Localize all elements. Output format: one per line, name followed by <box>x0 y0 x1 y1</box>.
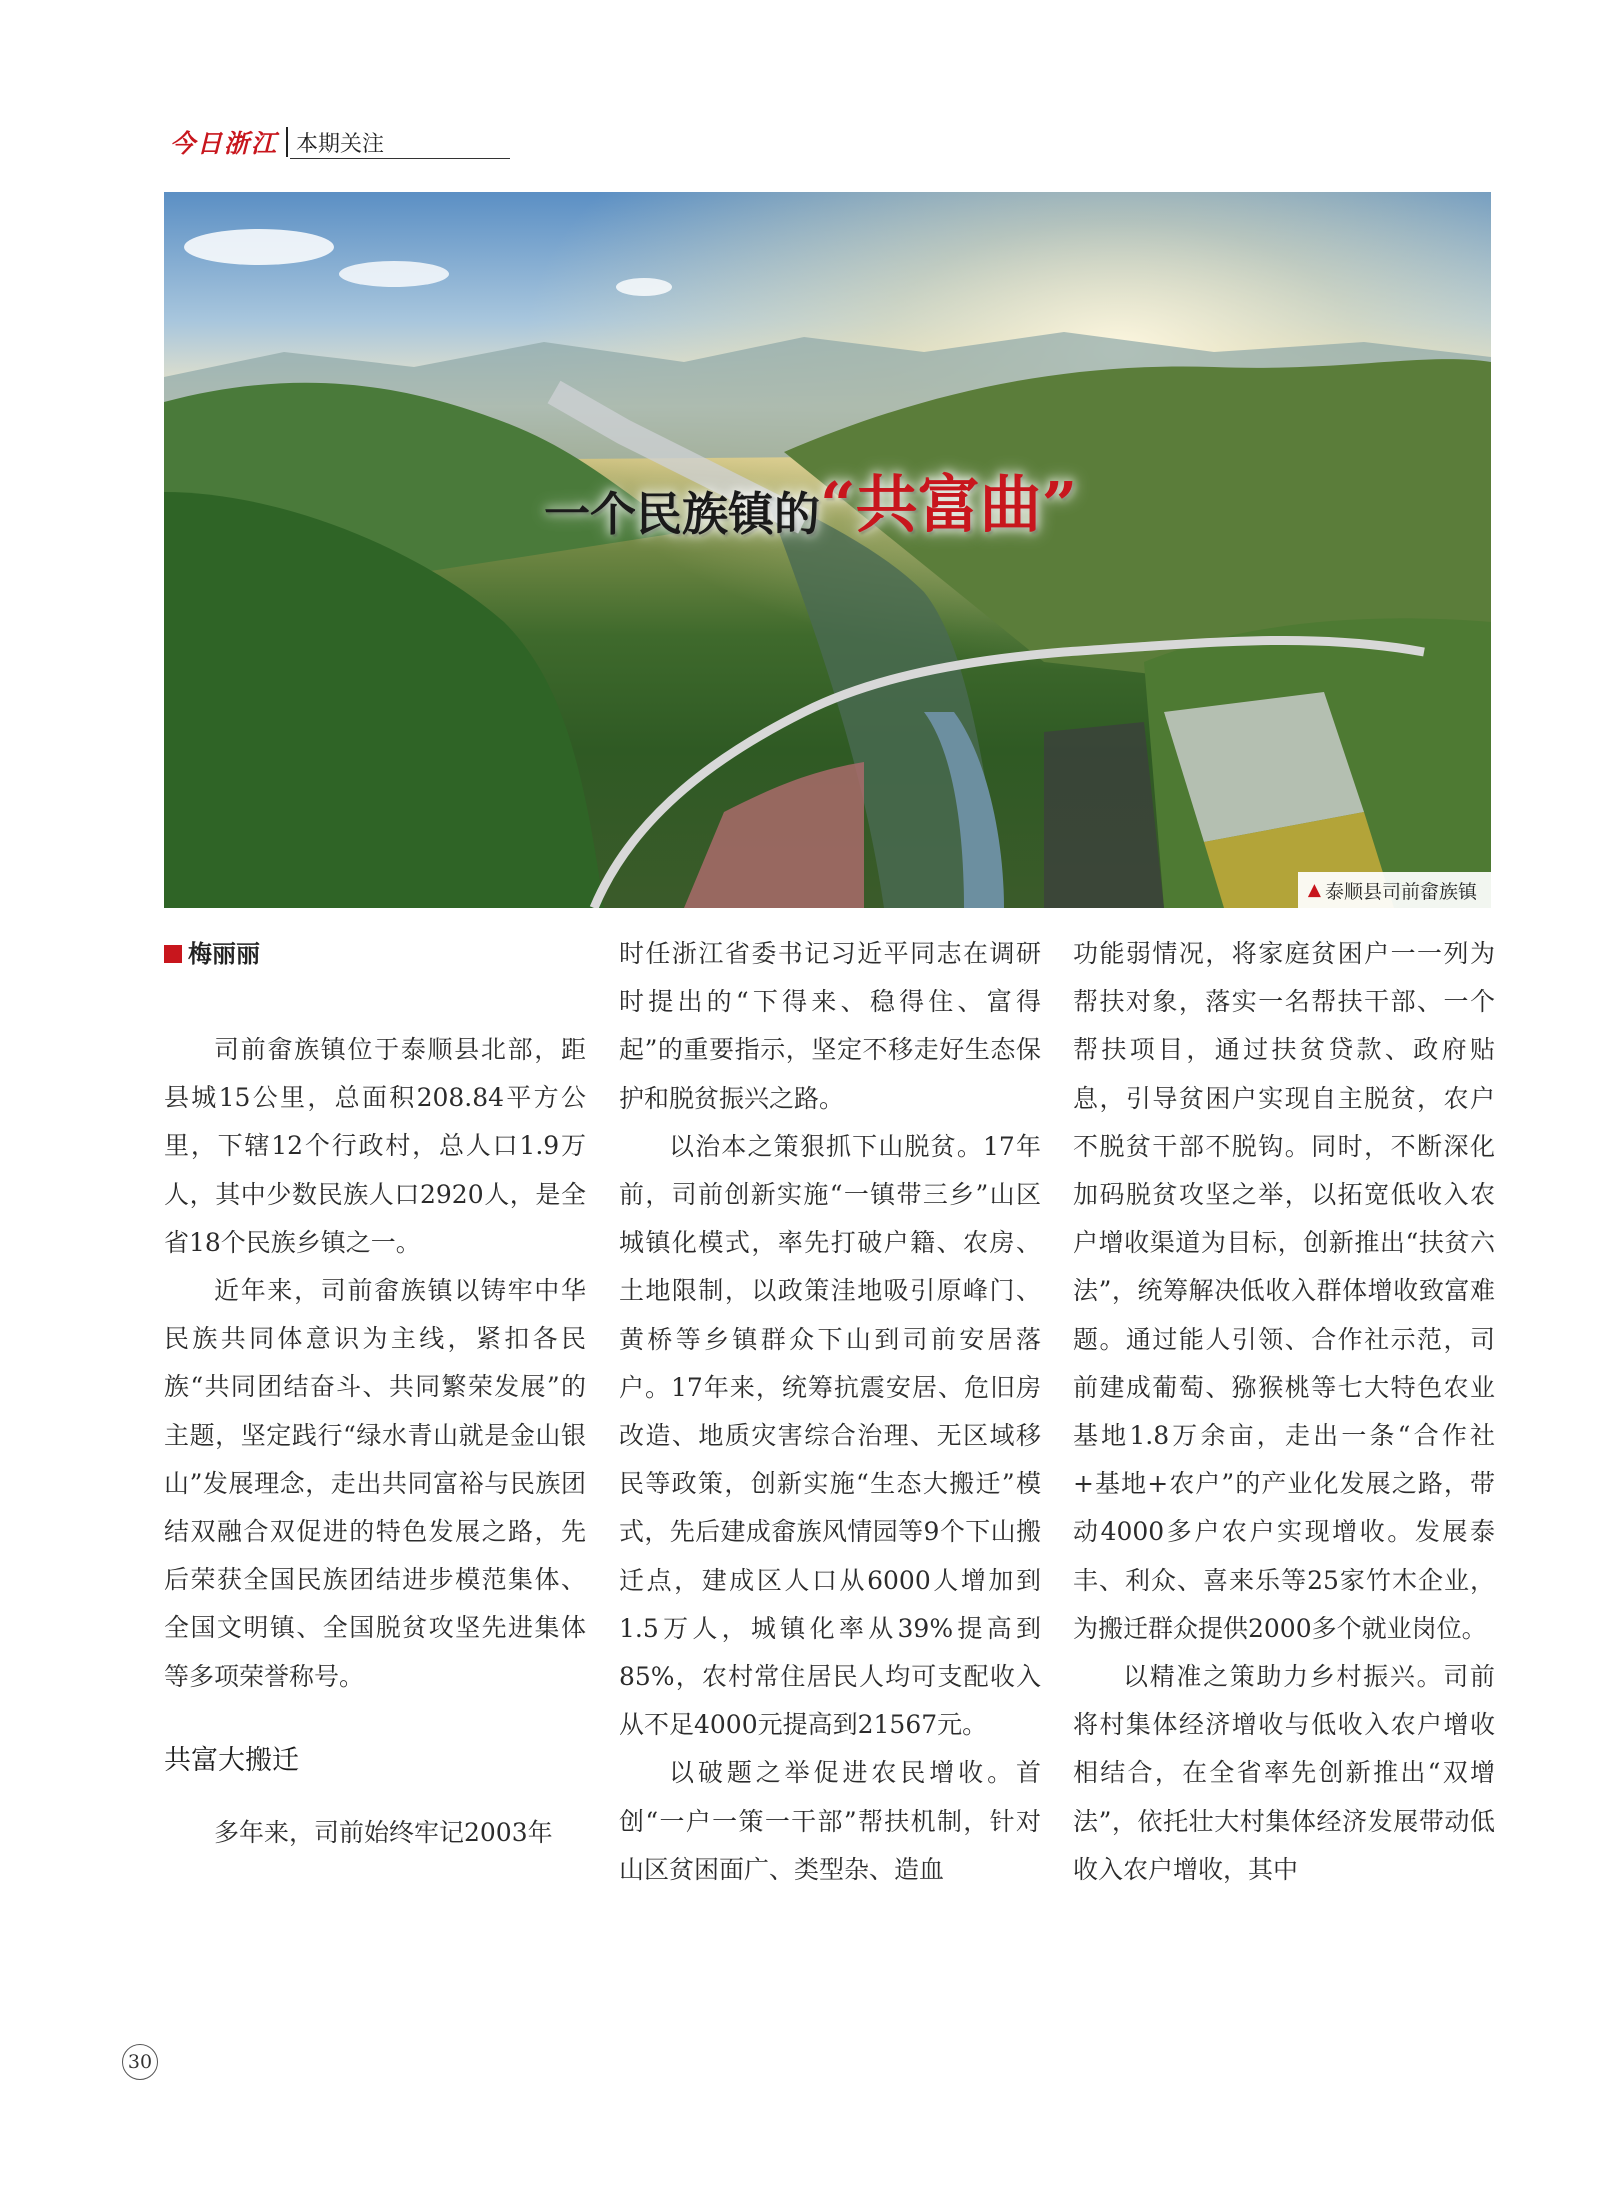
page-number: 30 <box>122 2044 158 2080</box>
hero-photo <box>164 192 1491 908</box>
paragraph: 以破题之举促进农民增收。首创“一户一策一干部”帮扶机制，针对山区贫困面广、类型杂、造血 <box>619 1758 1041 1884</box>
paragraph: 多年来，司前始终牢记2003年 <box>214 1817 553 1847</box>
header-separator <box>286 127 288 157</box>
hero-title-accent: “共富曲” <box>820 468 1078 541</box>
paragraph: 以治本之策狠抓下山脱贫。17年前，司前创新实施“一镇带三乡”山区城镇化模式，率先打破户籍、农房、土地限制，以政策洼地吸引原峰门、黄桥等乡镇群众下山到司前安居落户。17年来，统筹抗震安居、危旧房改造、地质灾害综合治理、无区域移民等政策，创新实施“生态大搬迁”模式，先后建成畲族风情园等9个下山搬迁点，建成区人口从6000人增加到1.5万人，城镇化率从39%提高到85%，农村常住居民人均可支配收入从不足4000元提高到21567元。 <box>619 1131 1041 1740</box>
paragraph: 功能弱情况，将家庭贫困户一一列为帮扶对象，落实一名帮扶干部、一个帮扶项目，通过扶贫贷款、政府贴息，引导贫困户实现自主脱贫，农户不脱贫干部不脱钩。同时，不断深化加码脱贫攻坚之举，以拓宽低收入农户增收渠道为目标，创新推出“扶贫六法”，统筹解决低收入群体增收致富难题。通过能人引领、合作社示范，司前建成葡萄、猕猴桃等七大特色农业基地1.8万余亩，走出一条“合作社+基地+农户”的产业化发展之路，带动4000多户农户实现增收。发展泰丰、利众、喜来乐等25家竹木企业，为搬迁群众提供2000多个就业岗位。 <box>1073 939 1495 1643</box>
paragraph: 司前畲族镇位于泰顺县北部，距县城15公里，总面积208.84平方公里，下辖12个行政村，总人口1.9万人，其中少数民族人口2920人，是全省18个民族乡镇之一。 <box>164 1035 586 1257</box>
triangle-icon: ▲ <box>1307 880 1321 900</box>
article-column-3 <box>1073 930 1495 1894</box>
photo-caption-text: 泰顺县司前畲族镇 <box>1324 880 1477 903</box>
paragraph: 时任浙江省委书记习近平同志在调研时提出的“下得来、稳得住、富得起”的重要指示，坚定不移走好生态保护和脱贫振兴之路。 <box>619 939 1041 1113</box>
photo-caption <box>1298 872 1491 908</box>
hero-title <box>544 424 1077 544</box>
author-byline <box>164 930 586 978</box>
paragraph: 近年来，司前畲族镇以铸牢中华民族共同体意识为主线，紧扣各民族“共同团结奋斗、共同繁荣发展”的主题，坚定践行“绿水青山就是金山银山”发展理念，走出共同富裕与民族团结双融合双促进的特色发展之路，先后荣获全国民族团结进步模范集体、全国文明镇、全国脱贫攻坚先进集体等多项荣誉称号。 <box>164 1276 586 1691</box>
hero-title-lead: 一个民族镇的 <box>544 487 820 541</box>
page-header <box>170 122 510 162</box>
magazine-logo: 今日浙江 <box>170 129 279 158</box>
article-column-1 <box>164 930 586 1857</box>
author-name: 梅丽丽 <box>188 939 260 968</box>
section-label: 本期关注 <box>296 131 385 157</box>
section-subhead: 共富大搬迁 <box>164 1744 299 1776</box>
red-square-icon <box>164 945 182 963</box>
header-rule <box>290 158 510 159</box>
landscape-illustration <box>164 192 1491 908</box>
article-column-2 <box>619 930 1041 1894</box>
paragraph: 以精准之策助力乡村振兴。司前将村集体经济增收与低收入农户增收相结合，在全省率先创新推出“双增法”，依托壮大村集体经济发展带动低收入农户增收，其中 <box>1073 1662 1495 1884</box>
